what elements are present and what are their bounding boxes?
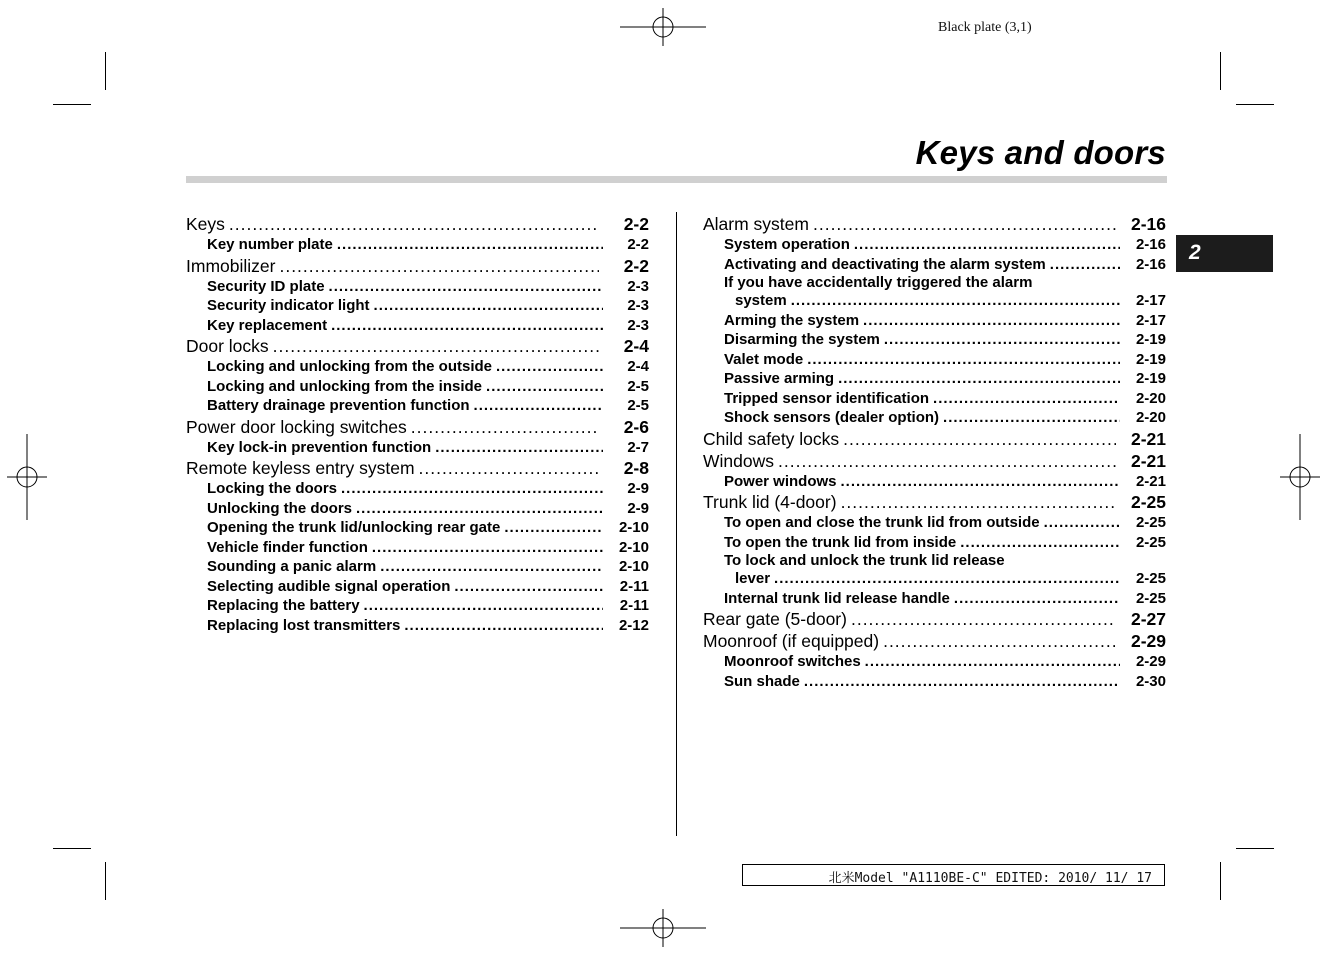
toc-page-number: 2-3: [627, 297, 649, 314]
toc-entry-title: Internal trunk lid release handle: [724, 589, 950, 607]
toc-page-number: 2-25: [1135, 514, 1166, 531]
toc-page-number: 2-16: [1135, 236, 1166, 253]
toc-page-number: 2-21: [1135, 472, 1166, 490]
crop-mark: [105, 52, 106, 90]
toc-page-number: 2-27: [1130, 609, 1166, 629]
toc-page-number: 2-16: [1130, 214, 1166, 234]
toc-subentry[interactable]: To lock and unlock the trunk lid release: [724, 552, 1005, 569]
crop-mark: [53, 848, 91, 849]
toc-entry[interactable]: [703, 608, 1166, 630]
toc-entry[interactable]: [703, 630, 1166, 652]
crop-mark: [53, 104, 91, 105]
toc-subentry[interactable]: [703, 672, 1166, 692]
registration-mark-top: [620, 8, 706, 46]
toc-left-column: [186, 213, 649, 635]
toc-page-number: 2-2: [623, 255, 649, 276]
leader-dots: [813, 213, 1116, 235]
toc-subentry-continuation[interactable]: [703, 291, 1166, 311]
leader-dots: [1044, 513, 1120, 533]
chapter-tab: [1176, 235, 1273, 272]
toc-subentry[interactable]: [186, 296, 649, 316]
toc-entry-title: System operation: [724, 236, 850, 253]
toc-entry-title: Passive arming: [724, 370, 835, 387]
toc-subentry[interactable]: [186, 235, 649, 255]
toc-page-number: 2-9: [627, 499, 649, 517]
toc-page-number: 2-20: [1135, 409, 1166, 426]
leader-dots: [804, 672, 1120, 692]
toc-entry-title: Locking the doors: [207, 480, 338, 497]
toc-subentry[interactable]: [186, 377, 649, 397]
toc-entry-title: Sun shade: [724, 672, 800, 690]
toc-entry-title: Opening the trunk lid/unlocking rear gate: [207, 519, 501, 536]
leader-dots: [954, 589, 1120, 609]
toc-page-number: 2-2: [623, 214, 649, 234]
toc-subentry[interactable]: [186, 538, 649, 558]
toc-entry-title: Locking and unlocking from the outside: [207, 358, 493, 375]
toc-page-number: 2-9: [627, 480, 649, 497]
leader-dots: [341, 479, 603, 499]
toc-page-number: 2-5: [627, 377, 649, 395]
toc-page-number: 2-21: [1130, 450, 1166, 471]
toc-page-number: 2-11: [619, 597, 649, 614]
leader-dots: [474, 396, 603, 416]
toc-subentry[interactable]: [703, 389, 1166, 409]
toc-page-number: 2-10: [618, 538, 649, 556]
toc-entry[interactable]: [186, 255, 649, 277]
toc-subentry[interactable]: [703, 408, 1166, 428]
toc-entry[interactable]: [703, 450, 1166, 472]
crop-mark: [1220, 52, 1221, 90]
leader-dots: [865, 652, 1120, 672]
toc-entry-title: Power windows: [724, 472, 837, 490]
toc-subentry[interactable]: [703, 235, 1166, 255]
toc-page-number: 2-19: [1135, 370, 1166, 387]
column-divider: [676, 212, 677, 836]
toc-entry[interactable]: [703, 428, 1166, 450]
toc-entry-title: Shock sensors (dealer option): [724, 409, 940, 426]
toc-subentry[interactable]: [186, 577, 649, 597]
toc-page-number: 2-3: [627, 277, 649, 295]
toc-entry-title: Alarm system: [703, 214, 809, 234]
toc-entry-title: Disarming the system: [724, 331, 880, 348]
toc-entry-title: Sounding a panic alarm: [207, 558, 377, 575]
toc-page-number: 2-19: [1135, 331, 1166, 348]
toc-entry-title: Security ID plate: [207, 277, 325, 295]
edit-stamp-box: [742, 864, 1165, 886]
leader-dots: [454, 577, 603, 597]
leader-dots: [486, 377, 603, 397]
toc-page-number: 2-7: [627, 438, 649, 456]
toc-entry-title: Keys: [186, 214, 225, 234]
toc-page-number: 2-16: [1135, 255, 1166, 273]
toc-entry-title: Replacing lost transmitters: [207, 616, 401, 634]
leader-dots: [854, 235, 1120, 255]
leader-dots: [337, 235, 603, 255]
leader-dots: [807, 350, 1120, 370]
leader-dots: [851, 608, 1116, 630]
toc-page-number: 2-4: [627, 358, 649, 375]
toc-subentry[interactable]: [703, 255, 1166, 275]
toc-page-number: 2-25: [1135, 570, 1166, 587]
toc-entry-title: Valet mode: [724, 350, 804, 368]
toc-entry-title: Replacing the battery: [207, 597, 360, 614]
toc-entry[interactable]: [703, 213, 1166, 235]
toc-subentry[interactable]: [703, 311, 1166, 331]
toc-subentry[interactable]: [186, 479, 649, 499]
leader-dots: [229, 213, 599, 235]
registration-mark-right: [1280, 434, 1320, 520]
chapter-number: 2: [1189, 241, 1201, 264]
toc-subentry[interactable]: [703, 330, 1166, 350]
leader-dots: [843, 428, 1116, 450]
toc-subentry[interactable]: [186, 499, 649, 519]
toc-subentry[interactable]: If you have accidentally triggered the alarm: [724, 274, 1033, 291]
crop-mark: [1220, 862, 1221, 900]
leader-dots: [364, 596, 603, 616]
toc-entry-title: Unlocking the doors: [207, 499, 353, 517]
toc-entry-title: Door locks: [186, 336, 269, 356]
leader-dots: [273, 335, 599, 357]
toc-entry-title: Security indicator light: [207, 297, 370, 314]
toc-entry-title: Power door locking switches: [186, 416, 407, 437]
toc-entry[interactable]: [186, 416, 649, 438]
leader-dots: [960, 533, 1120, 553]
toc-page-number: 2-25: [1130, 492, 1166, 512]
toc-subentry[interactable]: [703, 472, 1166, 492]
toc-right-column: [703, 213, 1166, 691]
leader-dots: [884, 330, 1120, 350]
leader-dots: [774, 569, 1120, 589]
toc-entry[interactable]: [703, 491, 1166, 513]
toc-subentry[interactable]: [703, 652, 1166, 672]
toc-page-number: 2-29: [1130, 631, 1166, 651]
toc-entry-title: Activating and deactivating the alarm system: [724, 255, 1046, 273]
leader-dots: [435, 438, 603, 458]
toc-page-number: 2-11: [619, 577, 649, 595]
toc-entry-title: Selecting audible signal operation: [207, 577, 451, 595]
toc-page-number: 2-17: [1135, 311, 1166, 329]
toc-page-number: 2-10: [618, 558, 649, 575]
toc-entry-title: system: [735, 292, 787, 309]
toc-page-number: 2-30: [1135, 672, 1166, 690]
toc-entry-title: Moonroof switches: [724, 653, 861, 670]
toc-subentry[interactable]: [186, 616, 649, 636]
toc-subentry[interactable]: [703, 533, 1166, 553]
toc-entry-title: lever: [735, 570, 771, 587]
toc-page-number: 2-20: [1135, 389, 1166, 407]
toc-subentry[interactable]: [186, 518, 649, 538]
toc-subentry[interactable]: [703, 369, 1166, 389]
toc-entry-title: Child safety locks: [703, 428, 840, 449]
toc-subentry[interactable]: [703, 513, 1166, 533]
leader-dots: [778, 450, 1116, 472]
leader-dots: [419, 457, 599, 479]
leader-dots: [791, 291, 1120, 311]
toc-page-number: 2-5: [627, 397, 649, 414]
toc-page-number: 2-29: [1135, 653, 1166, 670]
page-title: Keys and doors: [915, 134, 1166, 171]
toc-subentry[interactable]: [186, 316, 649, 336]
toc-subentry[interactable]: [703, 350, 1166, 370]
toc-entry-title: Key lock-in prevention function: [207, 438, 432, 456]
toc-entry-title: Moonroof (if equipped): [703, 631, 880, 651]
toc-subentry[interactable]: [186, 277, 649, 297]
leader-dots: [841, 491, 1116, 513]
leader-dots: [372, 538, 603, 558]
toc-subentry[interactable]: [186, 557, 649, 577]
registration-mark-left: [7, 434, 47, 520]
toc-page-number: 2-4: [623, 336, 649, 356]
crop-mark: [1236, 848, 1274, 849]
leader-dots: [841, 472, 1120, 492]
toc-entry-title: Windows: [703, 450, 774, 471]
leader-dots: [374, 296, 603, 316]
leader-dots: [504, 518, 603, 538]
leader-dots: [356, 499, 603, 519]
registration-mark-bottom: [620, 909, 706, 947]
toc-subentry[interactable]: [186, 396, 649, 416]
toc-page-number: 2-6: [623, 416, 649, 437]
toc-page-number: 2-2: [627, 236, 649, 253]
toc-entry-title: Locking and unlocking from the inside: [207, 377, 483, 395]
edit-stamp: 北米Model "A1110BE-C" EDITED: 2010/ 11/ 17: [828, 871, 1152, 886]
toc-entry[interactable]: [186, 213, 649, 235]
toc-subentry[interactable]: [186, 596, 649, 616]
toc-entry-title: To open and close the trunk lid from outside: [724, 514, 1040, 531]
toc-entry-title: Tripped sensor identification: [724, 389, 930, 407]
toc-page-number: 2-19: [1135, 350, 1166, 368]
toc-entry-title: Vehicle finder function: [207, 538, 368, 556]
leader-dots: [943, 408, 1120, 428]
toc-entry-title: To open the trunk lid from inside: [724, 533, 957, 551]
toc-entry-title: Remote keyless entry system: [186, 458, 415, 478]
title-rule: [186, 176, 1167, 183]
leader-dots: [838, 369, 1120, 389]
toc-entry-title: Key replacement: [207, 316, 328, 334]
leader-dots: [863, 311, 1120, 331]
toc-subentry[interactable]: [703, 589, 1166, 609]
plate-label: Black plate (3,1): [938, 20, 1032, 35]
toc-page-number: 2-8: [623, 458, 649, 478]
leader-dots: [331, 316, 603, 336]
toc-subentry[interactable]: [186, 438, 649, 458]
toc-page-number: 2-3: [627, 316, 649, 334]
toc-entry[interactable]: [186, 335, 649, 357]
leader-dots: [933, 389, 1120, 409]
toc-entry-title: Trunk lid (4-door): [703, 492, 837, 512]
leader-dots: [411, 416, 599, 438]
leader-dots: [1050, 255, 1120, 275]
leader-dots: [329, 277, 603, 297]
toc-page-number: 2-12: [618, 616, 649, 634]
toc-entry[interactable]: [186, 457, 649, 479]
toc-subentry-continuation[interactable]: [703, 569, 1166, 589]
toc-entry-title: Arming the system: [724, 311, 860, 329]
toc-page-number: 2-25: [1135, 589, 1166, 607]
toc-entry-title: Immobilizer: [186, 255, 276, 276]
toc-entry-title: Battery drainage prevention function: [207, 397, 470, 414]
leader-dots: [380, 557, 603, 577]
toc-page-number: 2-17: [1135, 292, 1166, 309]
leader-dots: [404, 616, 603, 636]
crop-mark: [105, 862, 106, 900]
crop-mark: [1236, 104, 1274, 105]
leader-dots: [279, 255, 599, 277]
toc-page-number: 2-10: [618, 519, 649, 536]
toc-page-number: 2-25: [1135, 533, 1166, 551]
leader-dots: [496, 357, 603, 377]
toc-entry-title: Rear gate (5-door): [703, 609, 847, 629]
toc-entry-title: Key number plate: [207, 236, 333, 253]
toc-subentry[interactable]: [186, 357, 649, 377]
toc-page-number: 2-21: [1130, 428, 1166, 449]
leader-dots: [883, 630, 1116, 652]
